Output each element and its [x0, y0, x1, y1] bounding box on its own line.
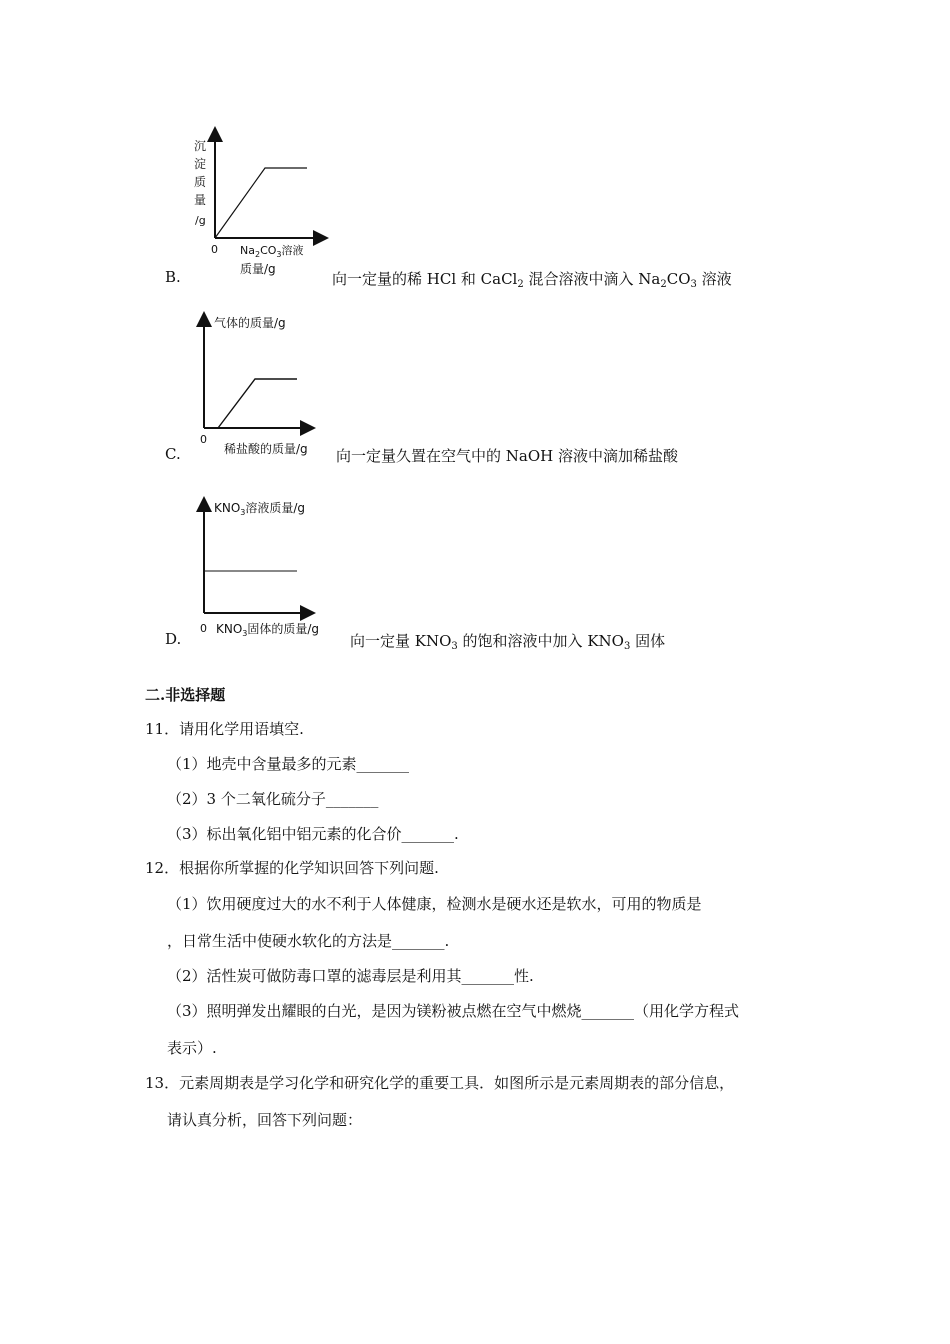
option-d-text: 向一定量 $KNO_3$ 的饱和溶液中加入 $KNO_3$ 固体 — [350, 632, 666, 652]
y-label-char-1: 沉 — [194, 139, 207, 153]
option-d-letter: D. — [165, 630, 182, 648]
q11-item-1: （1）地壳中含量最多的元素_______ — [167, 755, 410, 773]
option-c-text: 向一定量久置在空气中的 NaOH 溶液中滴加稀盐酸 — [336, 447, 678, 465]
y-label-char-4: 量 — [194, 193, 207, 207]
y-label-char-2: 淀 — [194, 157, 207, 171]
q12-item-3-line-2: 表示）. — [167, 1039, 217, 1057]
q12-item-1-line-2: ，日常生活中使硬水软化的方法是_______. — [167, 932, 450, 950]
option-c-letter: C. — [165, 445, 181, 463]
y-axis-label: $KNO_3$溶液质量/g — [214, 501, 306, 517]
graph-c — [190, 305, 340, 465]
graph-d — [190, 490, 350, 650]
x-axis-label: $KNO_3$固体的质量/g — [216, 622, 320, 638]
option-b-text: 向一定量的稀 HCl 和 CaCl$_2$ 混合溶液中滴入 $Na_2CO_3$ 溶液 — [332, 270, 732, 290]
q12-item-2: （2）活性炭可做防毒口罩的滤毒层是利用其_______性. — [167, 967, 534, 985]
q11-stem: 11．请用化学用语填空. — [145, 720, 304, 738]
origin-label: 0 — [200, 433, 207, 446]
q11-item-2: （2）3 个二氧化硫分子_______ — [167, 790, 379, 808]
x-label-line2: 质量/g — [240, 262, 276, 276]
graph-b — [185, 120, 335, 280]
x-label-line1: $Na_2CO_3$溶液 — [240, 244, 304, 259]
q12-item-3-line-1: （3）照明弹发出耀眼的白光，是因为镁粉被点燃在空气中燃烧_______（用化学方程式 — [167, 1002, 740, 1020]
q11-item-3: （3）标出氧化铝中铝元素的化合价_______. — [167, 825, 459, 843]
curve — [218, 379, 297, 428]
q13-line-1: 13．元素周期表是学习化学和研究化学的重要工具．如图所示是元素周期表的部分信息， — [145, 1074, 735, 1092]
origin-label: 0 — [200, 622, 207, 635]
y-axis-label: 气体的质量/g — [214, 316, 286, 330]
origin-label: 0 — [211, 243, 218, 256]
x-axis-label: 稀盐酸的质量/g — [224, 442, 308, 456]
q12-stem: 12．根据你所掌握的化学知识回答下列问题. — [145, 859, 439, 877]
option-b-letter: B. — [165, 268, 181, 286]
y-label-char-3: 质 — [194, 175, 207, 189]
section-title: 二.非选择题 — [145, 686, 226, 704]
q12-item-1-line-1: （1）饮用硬度过大的水不利于人体健康，检测水是硬水还是软水，可用的物质是 — [167, 895, 702, 913]
y-label-char-5: /g — [195, 214, 206, 227]
q13-line-2: 请认真分析，回答下列问题： — [167, 1111, 363, 1129]
curve — [215, 168, 307, 238]
